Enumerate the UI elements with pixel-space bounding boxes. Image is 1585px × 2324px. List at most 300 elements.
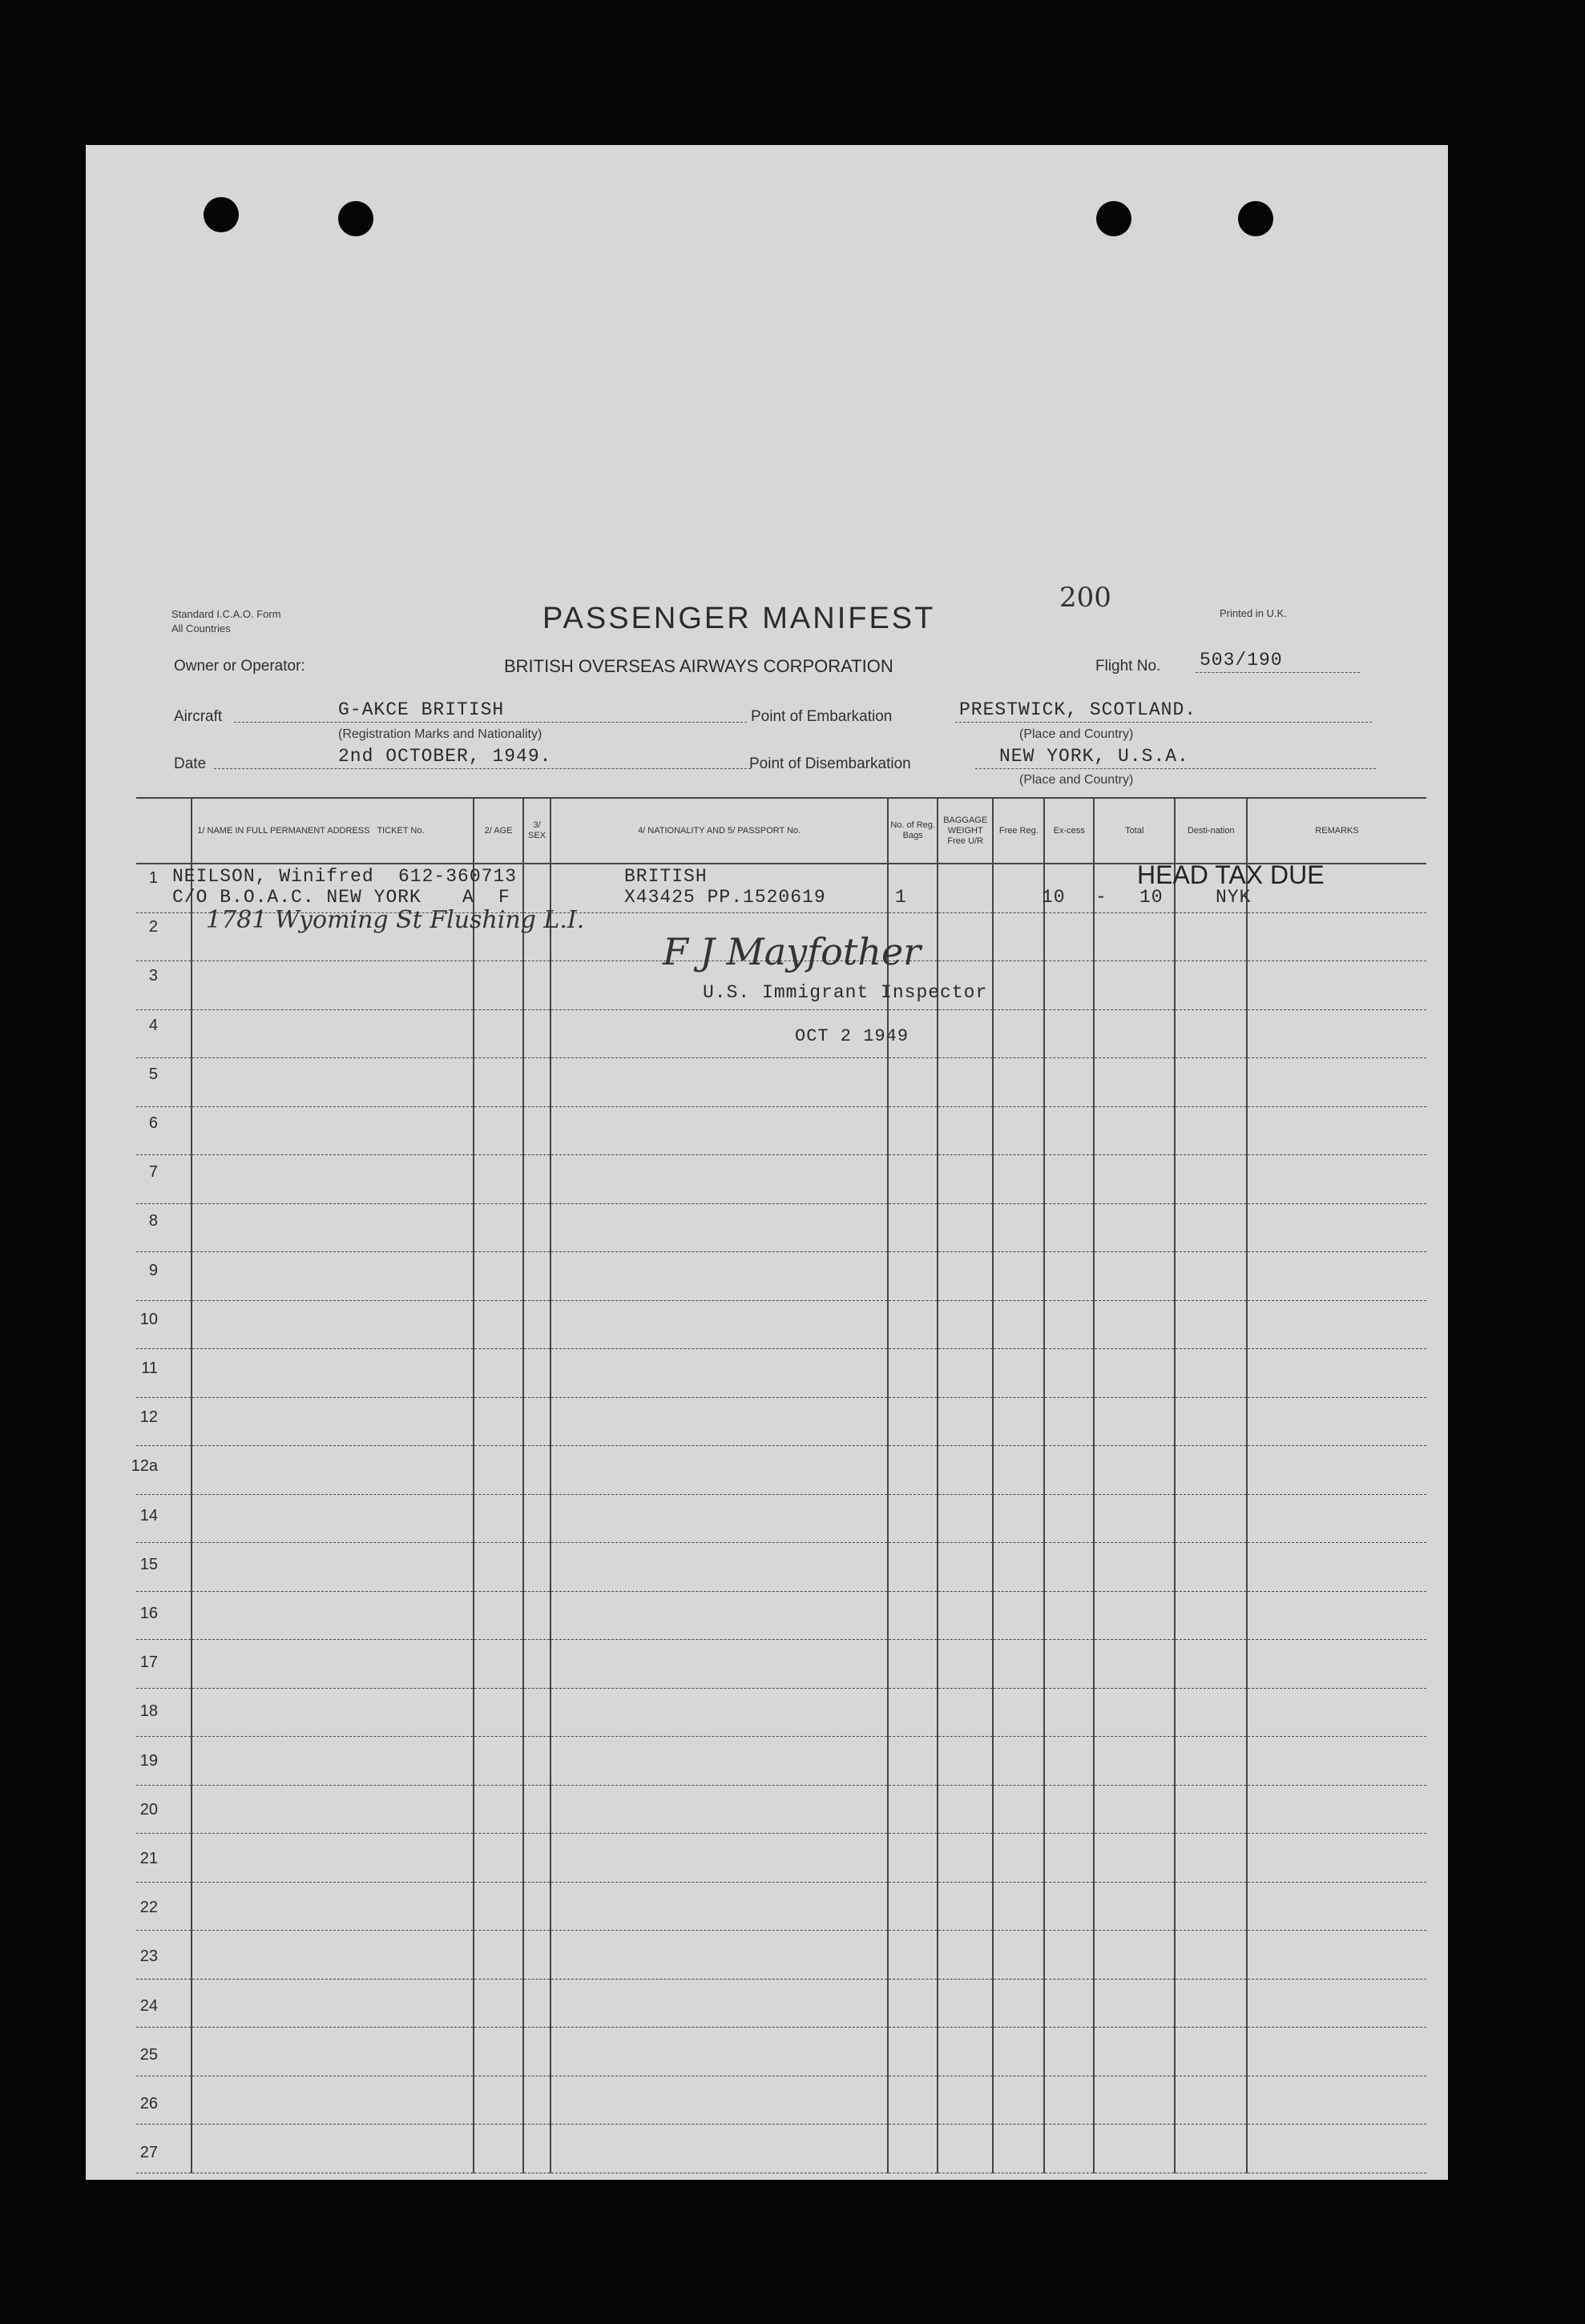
table-cell bbox=[551, 1591, 888, 1640]
row-number: 26 bbox=[139, 2095, 158, 2113]
table-row bbox=[136, 1882, 1426, 1931]
table-cell bbox=[1044, 1009, 1094, 1058]
table-cell bbox=[1247, 1737, 1426, 1786]
table-row bbox=[136, 1009, 1426, 1058]
passenger-total: 10 bbox=[1139, 887, 1164, 908]
table-cell bbox=[1247, 1009, 1426, 1058]
table-cell bbox=[1247, 1688, 1426, 1737]
flight-number: 503/190 bbox=[1200, 650, 1283, 671]
table-cell bbox=[993, 2076, 1044, 2125]
col-remarks: REMARKS bbox=[1247, 798, 1426, 864]
baggage-weight-label: BAGGAGE WEIGHT bbox=[943, 815, 988, 836]
table-cell bbox=[1175, 1349, 1247, 1398]
table-cell bbox=[1247, 1106, 1426, 1155]
table-cell bbox=[938, 1252, 993, 1301]
table-cell bbox=[1094, 961, 1175, 1010]
table-cell bbox=[474, 1252, 523, 1301]
table-cell bbox=[1175, 1300, 1247, 1349]
table-cell bbox=[938, 1785, 993, 1834]
table-cell bbox=[1175, 1834, 1247, 1883]
table-cell bbox=[551, 1785, 888, 1834]
table-cell bbox=[1094, 1882, 1175, 1931]
owner-label: Owner or Operator: bbox=[174, 658, 305, 675]
table-cell bbox=[474, 2125, 523, 2173]
table-cell bbox=[993, 961, 1044, 1010]
table-cell bbox=[1094, 1252, 1175, 1301]
row-number: 16 bbox=[139, 1605, 158, 1622]
row-number: 3 bbox=[148, 967, 158, 985]
table-cell bbox=[551, 1737, 888, 1786]
table-row bbox=[136, 1203, 1426, 1252]
aircraft-label: Aircraft bbox=[174, 708, 223, 725]
table-cell bbox=[474, 1591, 523, 1640]
table-cell bbox=[192, 1979, 474, 2028]
table-row bbox=[136, 1252, 1426, 1301]
table-row bbox=[136, 1785, 1426, 1834]
table-cell bbox=[938, 1688, 993, 1737]
row-number: 12 bbox=[139, 1408, 158, 1427]
row-number: 6 bbox=[148, 1114, 158, 1132]
underline bbox=[955, 722, 1372, 723]
col-bags: No. of Reg. Bags bbox=[888, 798, 938, 864]
table-cell bbox=[1044, 1882, 1094, 1931]
table-cell bbox=[1247, 2076, 1426, 2125]
table-cell bbox=[888, 1688, 938, 1737]
table-cell bbox=[938, 1349, 993, 1398]
underline bbox=[1196, 672, 1360, 673]
table-cell bbox=[993, 1155, 1044, 1204]
table-cell bbox=[888, 1252, 938, 1301]
table-cell bbox=[1044, 1979, 1094, 2028]
table-cell bbox=[192, 1785, 474, 1834]
table-cell bbox=[888, 1203, 938, 1252]
form-countries: All Countries bbox=[171, 622, 231, 634]
table-cell bbox=[1247, 1785, 1426, 1834]
table-cell bbox=[1247, 1397, 1426, 1446]
table-cell bbox=[993, 1931, 1044, 1980]
table-row bbox=[136, 1737, 1426, 1786]
table-cell bbox=[1175, 1591, 1247, 1640]
table-cell bbox=[192, 1882, 474, 1931]
row-number: 14 bbox=[139, 1506, 158, 1524]
table-cell bbox=[1175, 961, 1247, 1010]
table-cell bbox=[888, 1543, 938, 1592]
table-cell bbox=[1044, 1106, 1094, 1155]
table-row bbox=[136, 1688, 1426, 1737]
inspector-signature: F J Mayfother bbox=[663, 930, 922, 973]
table-cell bbox=[192, 1737, 474, 1786]
table-cell bbox=[523, 1785, 551, 1834]
table-cell bbox=[938, 1640, 993, 1689]
table-cell bbox=[1044, 961, 1094, 1010]
table-cell bbox=[523, 1737, 551, 1786]
table-cell bbox=[993, 1494, 1044, 1543]
table-cell bbox=[523, 1494, 551, 1543]
table-cell bbox=[1094, 1203, 1175, 1252]
table-cell bbox=[523, 1058, 551, 1107]
table-cell bbox=[938, 1737, 993, 1786]
table-row bbox=[136, 1591, 1426, 1640]
table-cell bbox=[1247, 1446, 1426, 1495]
row-number: 1 bbox=[148, 869, 158, 887]
punch-hole bbox=[338, 201, 373, 236]
table-cell bbox=[1094, 1106, 1175, 1155]
table-cell bbox=[993, 1300, 1044, 1349]
table-cell bbox=[551, 1494, 888, 1543]
col-name: 1/ NAME IN FULL PERMANENT ADDRESS TICKET No. bbox=[192, 798, 474, 864]
table-cell bbox=[1094, 1397, 1175, 1446]
aircraft-note: (Registration Marks and Nationality) bbox=[338, 727, 542, 741]
table-cell bbox=[1247, 1252, 1426, 1301]
inspector-title: U.S. Immigrant Inspector bbox=[703, 982, 988, 1003]
table-cell bbox=[1175, 1058, 1247, 1107]
table-cell bbox=[1175, 1543, 1247, 1592]
table-cell bbox=[551, 1446, 888, 1495]
table-cell bbox=[888, 1300, 938, 1349]
table-cell bbox=[1247, 2125, 1426, 2173]
table-cell bbox=[523, 2028, 551, 2076]
table-cell bbox=[993, 864, 1044, 912]
table-cell bbox=[888, 1882, 938, 1931]
table-cell bbox=[474, 2028, 523, 2076]
table-cell bbox=[523, 2125, 551, 2173]
flight-label: Flight No. bbox=[1095, 658, 1161, 675]
table-cell bbox=[551, 1882, 888, 1931]
row-number: 22 bbox=[139, 1899, 158, 1917]
table-cell bbox=[888, 1058, 938, 1107]
table-cell bbox=[192, 1252, 474, 1301]
table-cell bbox=[938, 1397, 993, 1446]
table-cell bbox=[993, 1058, 1044, 1107]
table-cell bbox=[474, 1882, 523, 1931]
col-age: 2/ AGE bbox=[474, 798, 523, 864]
table-cell bbox=[888, 1106, 938, 1155]
table-cell bbox=[551, 1155, 888, 1204]
table-cell bbox=[1044, 1640, 1094, 1689]
table-cell bbox=[938, 1931, 993, 1980]
table-cell bbox=[523, 1349, 551, 1398]
table-cell bbox=[1247, 1640, 1426, 1689]
table-cell bbox=[1044, 1446, 1094, 1495]
table-cell bbox=[1094, 1543, 1175, 1592]
table-cell bbox=[551, 2125, 888, 2173]
table-row bbox=[136, 1979, 1426, 2028]
passenger-address: C/O B.O.A.C. NEW YORK bbox=[172, 887, 421, 908]
form-title: PASSENGER MANIFEST bbox=[542, 602, 936, 635]
table-cell bbox=[1175, 1785, 1247, 1834]
table-cell bbox=[523, 1106, 551, 1155]
table-cell bbox=[1094, 1688, 1175, 1737]
table-cell bbox=[1175, 1106, 1247, 1155]
table-cell bbox=[1044, 1591, 1094, 1640]
table-cell bbox=[938, 1834, 993, 1883]
table-cell bbox=[192, 1009, 474, 1058]
table-cell bbox=[993, 2125, 1044, 2173]
table-row bbox=[136, 2076, 1426, 2125]
table-cell bbox=[993, 1106, 1044, 1155]
table-cell bbox=[551, 1688, 888, 1737]
table-cell bbox=[523, 1252, 551, 1301]
table-cell bbox=[888, 1785, 938, 1834]
table-cell bbox=[1044, 2028, 1094, 2076]
manifest-page bbox=[86, 145, 1448, 2180]
table-cell bbox=[474, 1397, 523, 1446]
col-sex: 3/ SEX bbox=[523, 798, 551, 864]
row-number: 24 bbox=[139, 1996, 158, 2015]
table-cell bbox=[938, 1155, 993, 1204]
table-cell bbox=[523, 864, 551, 912]
table-cell bbox=[1094, 1058, 1175, 1107]
table-cell bbox=[551, 2028, 888, 2076]
passenger-bags: 1 bbox=[895, 887, 907, 908]
col-excess: Ex-cess bbox=[1044, 798, 1094, 864]
table-cell bbox=[1175, 1882, 1247, 1931]
table-cell bbox=[523, 1591, 551, 1640]
table-cell bbox=[551, 1640, 888, 1689]
row-number: 4 bbox=[148, 1016, 158, 1034]
punch-hole bbox=[1238, 201, 1273, 236]
table-cell bbox=[1094, 2028, 1175, 2076]
form-standard: Standard I.C.A.O. Form bbox=[171, 608, 281, 620]
table-cell bbox=[523, 961, 551, 1010]
table-cell bbox=[1247, 1931, 1426, 1980]
table-cell bbox=[993, 912, 1044, 961]
table-cell bbox=[938, 1203, 993, 1252]
table-cell bbox=[1247, 1349, 1426, 1398]
table-cell bbox=[993, 1785, 1044, 1834]
table-cell bbox=[192, 1446, 474, 1495]
table-cell bbox=[1044, 1688, 1094, 1737]
head-tax-stamp: HEAD TAX DUE bbox=[1137, 860, 1325, 889]
table-cell bbox=[938, 1494, 993, 1543]
table-cell bbox=[1044, 1494, 1094, 1543]
embarkation-label: Point of Embarkation bbox=[751, 708, 893, 725]
table-cell bbox=[1175, 1397, 1247, 1446]
table-cell bbox=[938, 912, 993, 961]
table-cell bbox=[1247, 1058, 1426, 1107]
table-cell bbox=[888, 1349, 938, 1398]
table-cell bbox=[888, 1494, 938, 1543]
table-cell bbox=[1044, 1203, 1094, 1252]
table-cell bbox=[993, 1349, 1044, 1398]
table-cell bbox=[938, 2125, 993, 2173]
table-cell bbox=[523, 1300, 551, 1349]
table-cell bbox=[1044, 2125, 1094, 2173]
row-number: 19 bbox=[139, 1751, 158, 1770]
table-row bbox=[136, 1834, 1426, 1883]
table-cell bbox=[1094, 1737, 1175, 1786]
col-free-ur: BAGGAGE WEIGHT Free U/R bbox=[938, 798, 993, 864]
table-cell bbox=[474, 1979, 523, 2028]
col-rownum bbox=[136, 798, 192, 864]
table-cell bbox=[551, 1931, 888, 1980]
table-cell bbox=[192, 1397, 474, 1446]
row-number: 23 bbox=[139, 1947, 158, 1966]
table-cell bbox=[1044, 1931, 1094, 1980]
passenger-excess: - bbox=[1095, 887, 1107, 908]
row-number: 15 bbox=[139, 1555, 158, 1573]
table-cell bbox=[1094, 1640, 1175, 1689]
table-cell bbox=[993, 1397, 1044, 1446]
table-cell bbox=[1044, 1737, 1094, 1786]
table-cell bbox=[192, 1591, 474, 1640]
table-cell bbox=[1247, 1834, 1426, 1883]
table-cell bbox=[993, 1979, 1044, 2028]
date-value: 2nd OCTOBER, 1949. bbox=[338, 746, 552, 767]
table-cell bbox=[1175, 1640, 1247, 1689]
table-cell bbox=[1247, 961, 1426, 1010]
table-cell bbox=[993, 1252, 1044, 1301]
table-cell bbox=[551, 1203, 888, 1252]
table-cell bbox=[1247, 1494, 1426, 1543]
table-cell bbox=[1044, 912, 1094, 961]
table-cell bbox=[938, 1058, 993, 1107]
passenger-passport: X43425 PP.1520619 bbox=[624, 887, 826, 908]
table-cell bbox=[1094, 1785, 1175, 1834]
table-cell bbox=[888, 1591, 938, 1640]
table-cell bbox=[938, 1106, 993, 1155]
table-cell bbox=[1094, 1009, 1175, 1058]
table-cell bbox=[938, 1543, 993, 1592]
table-cell bbox=[192, 1834, 474, 1883]
table-cell bbox=[938, 1591, 993, 1640]
table-cell bbox=[993, 1737, 1044, 1786]
table-cell bbox=[192, 2028, 474, 2076]
table-cell bbox=[192, 1494, 474, 1543]
table-cell bbox=[1094, 1494, 1175, 1543]
table-cell bbox=[1094, 1349, 1175, 1398]
passenger-nationality: BRITISH bbox=[624, 866, 708, 887]
table-cell bbox=[1044, 2076, 1094, 2125]
col-free-reg: Free Reg. bbox=[993, 798, 1044, 864]
table-cell bbox=[523, 1203, 551, 1252]
table-cell bbox=[523, 1155, 551, 1204]
table-cell bbox=[993, 1834, 1044, 1883]
handwritten-address: 1781 Wyoming St Flushing L.I. bbox=[206, 906, 585, 934]
embarkation-note: (Place and Country) bbox=[1019, 727, 1134, 741]
table-cell bbox=[551, 1349, 888, 1398]
table-cell bbox=[993, 1640, 1044, 1689]
table-cell bbox=[888, 1834, 938, 1883]
passenger-ticket: 612-360713 bbox=[398, 866, 518, 887]
table-cell bbox=[888, 2125, 938, 2173]
table-cell bbox=[474, 1834, 523, 1883]
aircraft-value: G-AKCE BRITISH bbox=[338, 699, 505, 720]
table-cell bbox=[192, 1058, 474, 1107]
table-cell bbox=[474, 1446, 523, 1495]
table-cell bbox=[474, 1106, 523, 1155]
table-cell bbox=[192, 1349, 474, 1398]
table-cell bbox=[1044, 1349, 1094, 1398]
row-number: 17 bbox=[139, 1653, 158, 1672]
table-cell bbox=[192, 1203, 474, 1252]
table-cell bbox=[523, 1446, 551, 1495]
table-cell bbox=[551, 1058, 888, 1107]
table-cell bbox=[192, 1155, 474, 1204]
underline bbox=[234, 722, 747, 723]
table-cell bbox=[474, 1494, 523, 1543]
table-cell bbox=[474, 1640, 523, 1689]
table-row bbox=[136, 1349, 1426, 1398]
table-cell bbox=[993, 2028, 1044, 2076]
table-cell bbox=[1175, 1931, 1247, 1980]
passenger-age: A bbox=[462, 887, 474, 908]
table-cell bbox=[1094, 1300, 1175, 1349]
table-cell bbox=[938, 2076, 993, 2125]
table-row bbox=[136, 1155, 1426, 1204]
table-row bbox=[136, 1397, 1426, 1446]
underline bbox=[975, 768, 1376, 769]
table-cell bbox=[1175, 1494, 1247, 1543]
row-number: 5 bbox=[148, 1065, 158, 1083]
table-cell bbox=[474, 1300, 523, 1349]
col-nationality: 4/ NATIONALITY AND 5/ PASSPORT No. bbox=[551, 798, 888, 864]
table-cell bbox=[938, 1009, 993, 1058]
table-row bbox=[136, 2028, 1426, 2076]
table-cell bbox=[1247, 1155, 1426, 1204]
table-row bbox=[136, 1058, 1426, 1107]
table-row bbox=[136, 1300, 1426, 1349]
row-number: 9 bbox=[148, 1261, 158, 1279]
table-cell bbox=[888, 1931, 938, 1980]
table-cell bbox=[1175, 1446, 1247, 1495]
row-number: 11 bbox=[141, 1359, 158, 1377]
table-row bbox=[136, 1640, 1426, 1689]
table-cell bbox=[1247, 1543, 1426, 1592]
table-cell bbox=[993, 1009, 1044, 1058]
table-cell bbox=[192, 1931, 474, 1980]
table-cell bbox=[888, 1640, 938, 1689]
table-cell bbox=[1094, 1591, 1175, 1640]
punch-hole bbox=[204, 197, 239, 232]
table-cell bbox=[938, 864, 993, 912]
passenger-destination: NYK bbox=[1216, 887, 1252, 908]
table-cell bbox=[993, 1882, 1044, 1931]
table-cell bbox=[523, 1543, 551, 1592]
table-cell bbox=[474, 1737, 523, 1786]
table-cell bbox=[1175, 1203, 1247, 1252]
table-cell bbox=[938, 1882, 993, 1931]
table-cell bbox=[474, 2076, 523, 2125]
table-row bbox=[136, 1543, 1426, 1592]
table-cell bbox=[938, 1300, 993, 1349]
table-cell bbox=[1044, 1300, 1094, 1349]
table-cell bbox=[888, 2076, 938, 2125]
table-cell bbox=[1044, 1155, 1094, 1204]
table-cell bbox=[523, 1688, 551, 1737]
table-cell bbox=[474, 1203, 523, 1252]
punch-hole bbox=[1096, 201, 1131, 236]
table-row bbox=[136, 2125, 1426, 2173]
page-number: 200 bbox=[1059, 582, 1111, 614]
table-cell bbox=[1094, 1446, 1175, 1495]
table-cell bbox=[993, 1446, 1044, 1495]
table-cell bbox=[523, 1931, 551, 1980]
table-cell bbox=[523, 1834, 551, 1883]
table-cell bbox=[523, 1009, 551, 1058]
table-cell bbox=[888, 1155, 938, 1204]
table-cell bbox=[1094, 1834, 1175, 1883]
manifest-table bbox=[136, 797, 1426, 2173]
table-cell bbox=[1094, 2125, 1175, 2173]
table-cell bbox=[551, 1397, 888, 1446]
embarkation-value: PRESTWICK, SCOTLAND. bbox=[959, 699, 1197, 720]
table-row bbox=[136, 1931, 1426, 1980]
table-cell bbox=[192, 1543, 474, 1592]
table-cell bbox=[1044, 1252, 1094, 1301]
table-cell bbox=[1175, 2076, 1247, 2125]
table-row bbox=[136, 1106, 1426, 1155]
